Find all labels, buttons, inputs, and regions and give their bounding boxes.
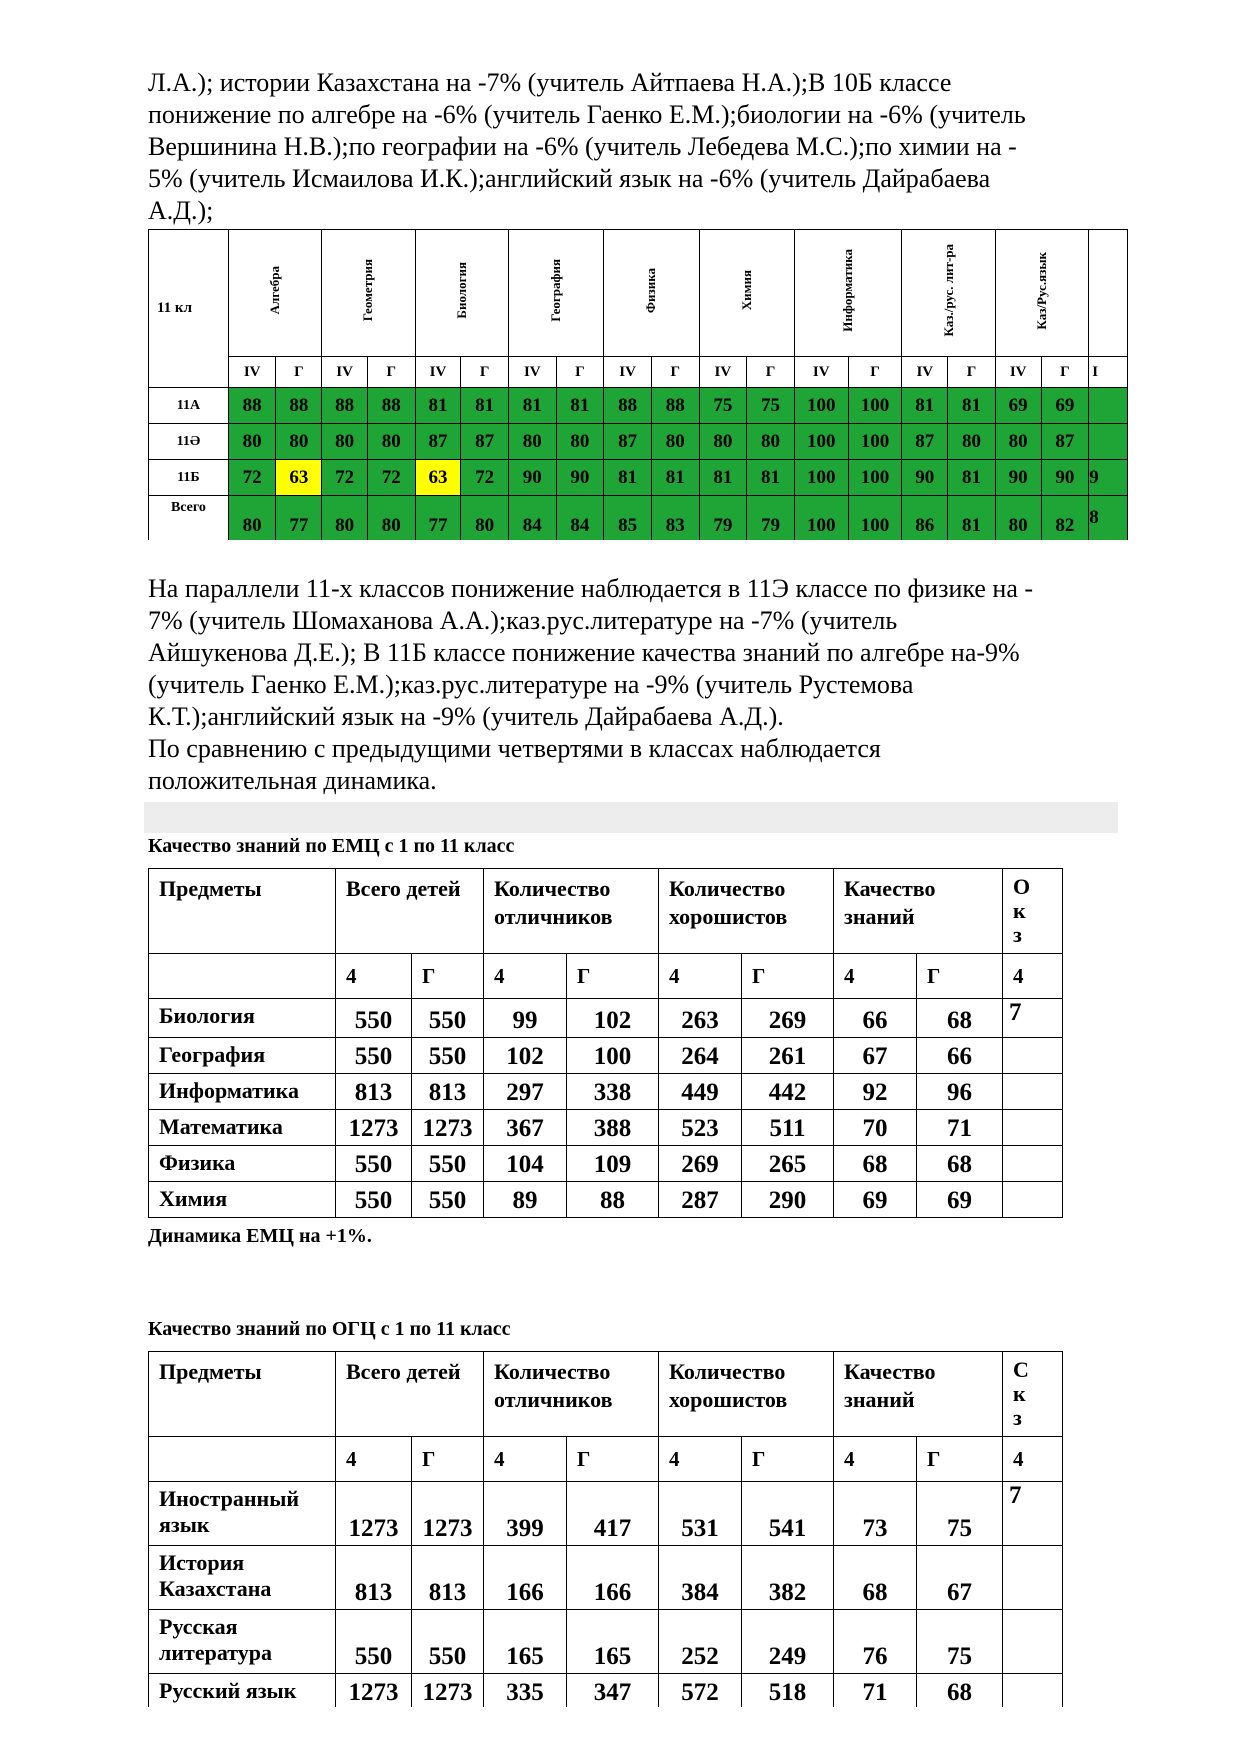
- value-cell: 813: [336, 1546, 412, 1610]
- subject-name: Физика: [149, 1146, 336, 1182]
- value-cell-partial: [1003, 1110, 1063, 1146]
- value-cell: 67: [834, 1038, 917, 1074]
- header-partial-char: к: [1013, 898, 1026, 923]
- grade-cell: 87: [1041, 424, 1089, 460]
- value-cell: 550: [412, 1038, 484, 1074]
- subject-name: Информатика: [149, 1074, 336, 1110]
- header-partial-char: к: [1013, 1381, 1026, 1406]
- grade-cell-partial: [1089, 388, 1128, 424]
- value-cell: 1273: [412, 1110, 484, 1146]
- grade-cell: 80: [995, 424, 1041, 460]
- grade-cell: 75: [747, 388, 795, 424]
- value-cell-partial: [1003, 1546, 1063, 1610]
- grade-cell: 84: [508, 496, 556, 541]
- subject-header: [604, 230, 699, 357]
- value-cell: 68: [834, 1146, 917, 1182]
- grade-cell: 77: [415, 496, 461, 541]
- subheader-quarter: IV: [604, 357, 652, 388]
- value-cell: 335: [484, 1674, 567, 1708]
- value-cell: 417: [567, 1482, 659, 1546]
- grade-cell: 90: [995, 460, 1041, 496]
- grade-cell: 88: [604, 388, 652, 424]
- value-cell-partial: [1003, 1182, 1063, 1218]
- grade-cell-partial: 9: [1089, 460, 1128, 496]
- subject-name: История Казахстана: [149, 1546, 336, 1610]
- value-cell: 523: [659, 1110, 742, 1146]
- grade-cell: 100: [848, 496, 902, 541]
- value-cell: 367: [484, 1110, 567, 1146]
- grade-cell-partial: [1089, 424, 1128, 460]
- table-row: [149, 1546, 1063, 1610]
- text-line: понижение по алгебре на -6% (учитель Гаенко Е.М.);биологии на -6% (учитель: [148, 100, 1026, 129]
- value-cell: 287: [659, 1182, 742, 1218]
- value-cell-partial: [1003, 1146, 1063, 1182]
- grade-cell: 86: [902, 496, 948, 541]
- table-row: [149, 496, 1128, 541]
- grade-cell: 81: [604, 460, 652, 496]
- grade-cell: 72: [228, 460, 276, 496]
- emc-note: Динамика ЕМЦ на +1%.: [148, 1225, 372, 1247]
- header-subjects: Предметы: [149, 1352, 336, 1437]
- emc-caption: Качество знаний по ЕМЦ с 1 по 11 класс: [148, 835, 515, 857]
- subheader-quarter: IV: [902, 357, 948, 388]
- table-row: [149, 1674, 1063, 1708]
- value-cell: 69: [917, 1182, 1003, 1218]
- table-row: [149, 1146, 1063, 1182]
- value-cell: 92: [834, 1074, 917, 1110]
- subheader-year: Г: [567, 954, 659, 999]
- value-cell: 76: [834, 1610, 917, 1674]
- grade-cell: 81: [508, 388, 556, 424]
- value-cell: 96: [917, 1074, 1003, 1110]
- value-cell: 550: [336, 1038, 412, 1074]
- header-partial-char: з: [1013, 922, 1022, 947]
- grade-cell: 80: [228, 496, 276, 541]
- table-row: [149, 1182, 1063, 1218]
- subject-name: Геометрия: [360, 259, 376, 322]
- grade-cell: 100: [794, 388, 848, 424]
- subheader-quarter: 4: [834, 954, 917, 999]
- grade-cell: 88: [367, 388, 415, 424]
- value-cell: 1273: [336, 1110, 412, 1146]
- header-blank: [149, 1437, 336, 1482]
- grade-cell: 100: [848, 460, 902, 496]
- value-cell: 69: [834, 1182, 917, 1218]
- grade-cell: 81: [948, 388, 996, 424]
- grade-cell: 81: [948, 496, 996, 541]
- grade-cell-partial: 8: [1089, 496, 1128, 541]
- value-cell: 338: [567, 1074, 659, 1110]
- value-cell: 67: [917, 1546, 1003, 1610]
- grade-cell: 81: [461, 388, 509, 424]
- subheader-quarter: IV: [794, 357, 848, 388]
- subheader-quarter: IV: [508, 357, 556, 388]
- row-label: Всего: [149, 496, 229, 541]
- value-cell: 550: [336, 999, 412, 1038]
- subject-name: Каз/Рус.язык: [1034, 251, 1049, 330]
- grade-cell: 81: [651, 460, 699, 496]
- value-cell: 269: [659, 1146, 742, 1182]
- value-cell: 166: [567, 1546, 659, 1610]
- subject-name: Математика: [149, 1110, 336, 1146]
- grade-cell: 81: [747, 460, 795, 496]
- subheader-quarter: 4: [484, 954, 567, 999]
- subject-header: [322, 230, 415, 357]
- grade-cell: 72: [461, 460, 509, 496]
- row-label: 11Ә: [149, 424, 229, 460]
- grade-cell: 81: [556, 388, 604, 424]
- value-cell: 297: [484, 1074, 567, 1110]
- value-cell: 88: [567, 1182, 659, 1218]
- subject-header: [995, 230, 1088, 357]
- grade-cell: 79: [699, 496, 747, 541]
- subject-name: География: [149, 1038, 336, 1074]
- header-partial-char: О: [1013, 874, 1031, 899]
- grade-cell: 80: [699, 424, 747, 460]
- grade-cell: 88: [276, 388, 322, 424]
- value-cell: 550: [412, 1610, 484, 1674]
- value-cell: 813: [412, 1074, 484, 1110]
- value-cell: 68: [917, 1146, 1003, 1182]
- value-cell: 550: [412, 999, 484, 1038]
- subheader-year: Г: [651, 357, 699, 388]
- value-cell: 70: [834, 1110, 917, 1146]
- value-cell: 550: [412, 1182, 484, 1218]
- grade-cell: 80: [322, 424, 368, 460]
- grade-cell: 83: [651, 496, 699, 541]
- grade-cell: 80: [276, 424, 322, 460]
- subheader-year: Г: [412, 954, 484, 999]
- header-cell: Всего детей: [336, 1352, 484, 1437]
- ogc-table-container: [148, 1351, 1128, 1707]
- subheader-year: Г: [556, 357, 604, 388]
- subheader-quarter: 4: [659, 954, 742, 999]
- subject-name: Физика: [643, 267, 659, 314]
- grades-table-container: [148, 229, 1128, 540]
- subheader-quarter: IV: [322, 357, 368, 388]
- value-cell-partial: [1003, 1038, 1063, 1074]
- text-line: 7% (учитель Шомаханова А.А.);каз.рус.литературе на -7% (учитель: [148, 606, 898, 635]
- value-cell: 109: [567, 1146, 659, 1182]
- subheader-year: Г: [742, 954, 834, 999]
- grade-cell: 100: [848, 424, 902, 460]
- value-cell: 1273: [412, 1482, 484, 1546]
- subject-name: География: [548, 259, 564, 322]
- grade-cell: 80: [995, 496, 1041, 541]
- value-cell-partial: 7: [1003, 999, 1063, 1038]
- value-cell: 399: [484, 1482, 567, 1546]
- header-partial: [1003, 869, 1063, 954]
- row-label: 11Б: [149, 460, 229, 496]
- subject-name: Иностранный язык: [149, 1482, 336, 1546]
- table-row: [149, 460, 1128, 496]
- subject-name: Биология: [149, 999, 336, 1038]
- value-cell: 252: [659, 1610, 742, 1674]
- text-line: Вершинина Н.В.);по географии на -6% (учитель Лебедева М.С.);по химии на -: [148, 132, 1017, 161]
- subject-name: Биология: [453, 262, 469, 319]
- subheader-quarter: 4: [484, 1437, 567, 1482]
- value-cell-partial: [1003, 1074, 1063, 1110]
- text-line: 5% (учитель Исмаилова И.К.);английский язык на -6% (учитель Дайрабаева: [148, 164, 991, 193]
- subheader-year: Г: [917, 1437, 1003, 1482]
- partial-header: [1089, 230, 1128, 357]
- grade-cell: 80: [367, 424, 415, 460]
- grade-cell: 81: [902, 388, 948, 424]
- value-cell-partial: [1003, 1674, 1063, 1708]
- value-cell: 263: [659, 999, 742, 1038]
- subheader-partial: I: [1089, 357, 1128, 388]
- value-cell: 813: [412, 1546, 484, 1610]
- grade-cell: 80: [461, 496, 509, 541]
- subheader-partial: 4: [1003, 1437, 1063, 1482]
- subheader-year: Г: [567, 1437, 659, 1482]
- value-cell: 165: [484, 1610, 567, 1674]
- grade-cell: 80: [367, 496, 415, 541]
- value-cell: 99: [484, 999, 567, 1038]
- value-cell: 104: [484, 1146, 567, 1182]
- subheader-year: Г: [742, 1437, 834, 1482]
- header-cell: Количество хорошистов: [659, 1352, 834, 1437]
- subject-name: Информатика: [840, 249, 856, 332]
- value-cell: 442: [742, 1074, 834, 1110]
- value-cell: 388: [567, 1110, 659, 1146]
- grade-cell: 81: [699, 460, 747, 496]
- grades-table: [148, 229, 1128, 540]
- value-cell-partial: 7: [1003, 1482, 1063, 1546]
- value-cell: 518: [742, 1674, 834, 1708]
- subheader-year: Г: [1041, 357, 1089, 388]
- grade-cell: 90: [1041, 460, 1089, 496]
- grade-cell: 87: [604, 424, 652, 460]
- grade-cell: 100: [794, 424, 848, 460]
- value-cell: 68: [917, 999, 1003, 1038]
- text-line: А.Д.);: [148, 196, 214, 225]
- table-row: [149, 1038, 1063, 1074]
- value-cell: 541: [742, 1482, 834, 1546]
- header-subjects: Предметы: [149, 869, 336, 954]
- ogc-caption: Качество знаний по ОГЦ с 1 по 11 класс: [148, 1318, 511, 1340]
- value-cell: 68: [917, 1674, 1003, 1708]
- header-cell: Качество знаний: [834, 1352, 1003, 1437]
- subheader-quarter: 4: [834, 1437, 917, 1482]
- grade-cell: 80: [228, 424, 276, 460]
- subject-name: Русский язык: [149, 1674, 336, 1708]
- value-cell: 290: [742, 1182, 834, 1218]
- header-partial-char: С: [1013, 1357, 1029, 1382]
- value-cell: 550: [336, 1146, 412, 1182]
- grade-cell: 100: [848, 388, 902, 424]
- table-row: [149, 999, 1063, 1038]
- corner-label: 11 кл: [149, 230, 229, 388]
- value-cell: 265: [742, 1146, 834, 1182]
- value-cell: 89: [484, 1182, 567, 1218]
- grade-cell: 90: [556, 460, 604, 496]
- value-cell: 165: [567, 1610, 659, 1674]
- grade-cell: 80: [322, 496, 368, 541]
- value-cell: 66: [917, 1038, 1003, 1074]
- subject-header: [794, 230, 902, 357]
- grade-cell: 85: [604, 496, 652, 541]
- grade-cell: 100: [794, 460, 848, 496]
- grade-cell: 90: [508, 460, 556, 496]
- text-line: По сравнению с предыдущими четвертями в классах наблюдается: [148, 734, 881, 763]
- subject-name: Алгебра: [267, 266, 283, 315]
- value-cell: 384: [659, 1546, 742, 1610]
- grade-cell: 80: [651, 424, 699, 460]
- subject-name: Русская литература: [149, 1610, 336, 1674]
- header-partial-char: з: [1013, 1405, 1022, 1430]
- value-cell: 1273: [336, 1674, 412, 1708]
- grade-cell: 81: [415, 388, 461, 424]
- subheader-quarter: 4: [659, 1437, 742, 1482]
- subject-header: [699, 230, 794, 357]
- header-blank: [149, 954, 336, 999]
- grade-cell: 88: [228, 388, 276, 424]
- text-line: Айшукенова Д.Е.); В 11Б классе понижение качества знаний по алгебре на-9%: [148, 638, 1020, 667]
- value-cell: 75: [917, 1482, 1003, 1546]
- subheader-year: Г: [276, 357, 322, 388]
- value-cell: 100: [567, 1038, 659, 1074]
- subheader-year: Г: [461, 357, 509, 388]
- value-cell: 75: [917, 1610, 1003, 1674]
- grade-cell: 79: [747, 496, 795, 541]
- table-row: [149, 1074, 1063, 1110]
- grade-cell: 77: [276, 496, 322, 541]
- subheader-partial: 4: [1003, 954, 1063, 999]
- grade-cell: 82: [1041, 496, 1089, 541]
- subject-header: [415, 230, 508, 357]
- text-line: (учитель Гаенко Е.М.);каз.рус.литературе на -9% (учитель Рустемова: [148, 670, 914, 699]
- subheader-year: Г: [917, 954, 1003, 999]
- value-cell: 550: [336, 1182, 412, 1218]
- value-cell: 511: [742, 1110, 834, 1146]
- grade-cell: 87: [902, 424, 948, 460]
- row-label: 11А: [149, 388, 229, 424]
- table-row: [149, 1110, 1063, 1146]
- value-cell: 102: [567, 999, 659, 1038]
- value-cell: 68: [834, 1546, 917, 1610]
- value-cell: 73: [834, 1482, 917, 1546]
- text-line: Л.А.); истории Казахстана на -7% (учитель Айтпаева Н.А.);В 10Б классе: [148, 68, 952, 97]
- value-cell: 813: [336, 1074, 412, 1110]
- subject-header: [228, 230, 321, 357]
- subheader-year: Г: [367, 357, 415, 388]
- subheader-quarter: IV: [995, 357, 1041, 388]
- grade-cell: 80: [747, 424, 795, 460]
- table-row: [149, 1610, 1063, 1674]
- grade-cell: 81: [948, 460, 996, 496]
- subheader-quarter: 4: [336, 954, 412, 999]
- value-cell: 572: [659, 1674, 742, 1708]
- value-cell: 449: [659, 1074, 742, 1110]
- text-line: К.Т.);английский язык на -9% (учитель Дайрабаева А.Д.).: [148, 702, 784, 731]
- header-partial: [1003, 1352, 1063, 1437]
- value-cell: 1273: [336, 1482, 412, 1546]
- subheader-quarter: IV: [228, 357, 276, 388]
- value-cell: 261: [742, 1038, 834, 1074]
- grade-cell: 87: [415, 424, 461, 460]
- grade-cell-decline: 63: [276, 460, 322, 496]
- grade-cell: 80: [948, 424, 996, 460]
- grade-cell: 69: [1041, 388, 1089, 424]
- grade-cell: 90: [902, 460, 948, 496]
- value-cell: 71: [834, 1674, 917, 1708]
- value-cell: 1273: [412, 1674, 484, 1708]
- grade-cell: 100: [794, 496, 848, 541]
- top-paragraph: [148, 67, 1128, 227]
- text-line: положительная динамика.: [148, 766, 437, 795]
- value-cell: 66: [834, 999, 917, 1038]
- text-line: На параллели 11-х классов понижение наблюдается в 11Э классе по физике на -: [148, 574, 1034, 603]
- subheader-year: Г: [848, 357, 902, 388]
- grade-cell: 80: [556, 424, 604, 460]
- grade-cell: 87: [461, 424, 509, 460]
- value-cell: 550: [412, 1146, 484, 1182]
- grade-cell: 80: [508, 424, 556, 460]
- subheader-quarter: 4: [336, 1437, 412, 1482]
- value-cell: 249: [742, 1610, 834, 1674]
- grade-cell: 84: [556, 496, 604, 541]
- grade-cell: 88: [651, 388, 699, 424]
- subject-name: Химия: [149, 1182, 336, 1218]
- value-cell: 382: [742, 1546, 834, 1610]
- grade-cell: 88: [322, 388, 368, 424]
- middle-paragraph: [148, 573, 1128, 797]
- header-cell: Количество отличников: [484, 869, 659, 954]
- grade-cell: 72: [322, 460, 368, 496]
- value-cell: 264: [659, 1038, 742, 1074]
- header-cell: Количество хорошистов: [659, 869, 834, 954]
- subject-name: Каз./рус. лит-ра: [940, 244, 956, 337]
- header-cell: Количество отличников: [484, 1352, 659, 1437]
- ogc-table: [148, 1351, 1063, 1707]
- grade-cell: 72: [367, 460, 415, 496]
- table-row: [149, 424, 1128, 460]
- subject-header: [902, 230, 995, 357]
- table-row: [149, 1482, 1063, 1546]
- value-cell: 347: [567, 1674, 659, 1708]
- table-row: [149, 388, 1128, 424]
- emc-table-container: [148, 868, 1128, 1224]
- grade-cell: 75: [699, 388, 747, 424]
- value-cell-partial: [1003, 1610, 1063, 1674]
- subheader-year: Г: [412, 1437, 484, 1482]
- value-cell: 531: [659, 1482, 742, 1546]
- grey-band: [144, 802, 1118, 833]
- value-cell: 71: [917, 1110, 1003, 1146]
- subheader-year: Г: [948, 357, 996, 388]
- grade-cell-decline: 63: [415, 460, 461, 496]
- subject-name: Химия: [738, 270, 754, 311]
- emc-table: [148, 868, 1063, 1218]
- header-cell: Всего детей: [336, 869, 484, 954]
- value-cell: 550: [336, 1610, 412, 1674]
- value-cell: 102: [484, 1038, 567, 1074]
- grade-cell: 69: [995, 388, 1041, 424]
- subject-header: [508, 230, 603, 357]
- subheader-quarter: IV: [415, 357, 461, 388]
- header-cell: Качество знаний: [834, 869, 1003, 954]
- value-cell: 166: [484, 1546, 567, 1610]
- value-cell: 269: [742, 999, 834, 1038]
- subheader-quarter: IV: [699, 357, 747, 388]
- subheader-year: Г: [747, 357, 795, 388]
